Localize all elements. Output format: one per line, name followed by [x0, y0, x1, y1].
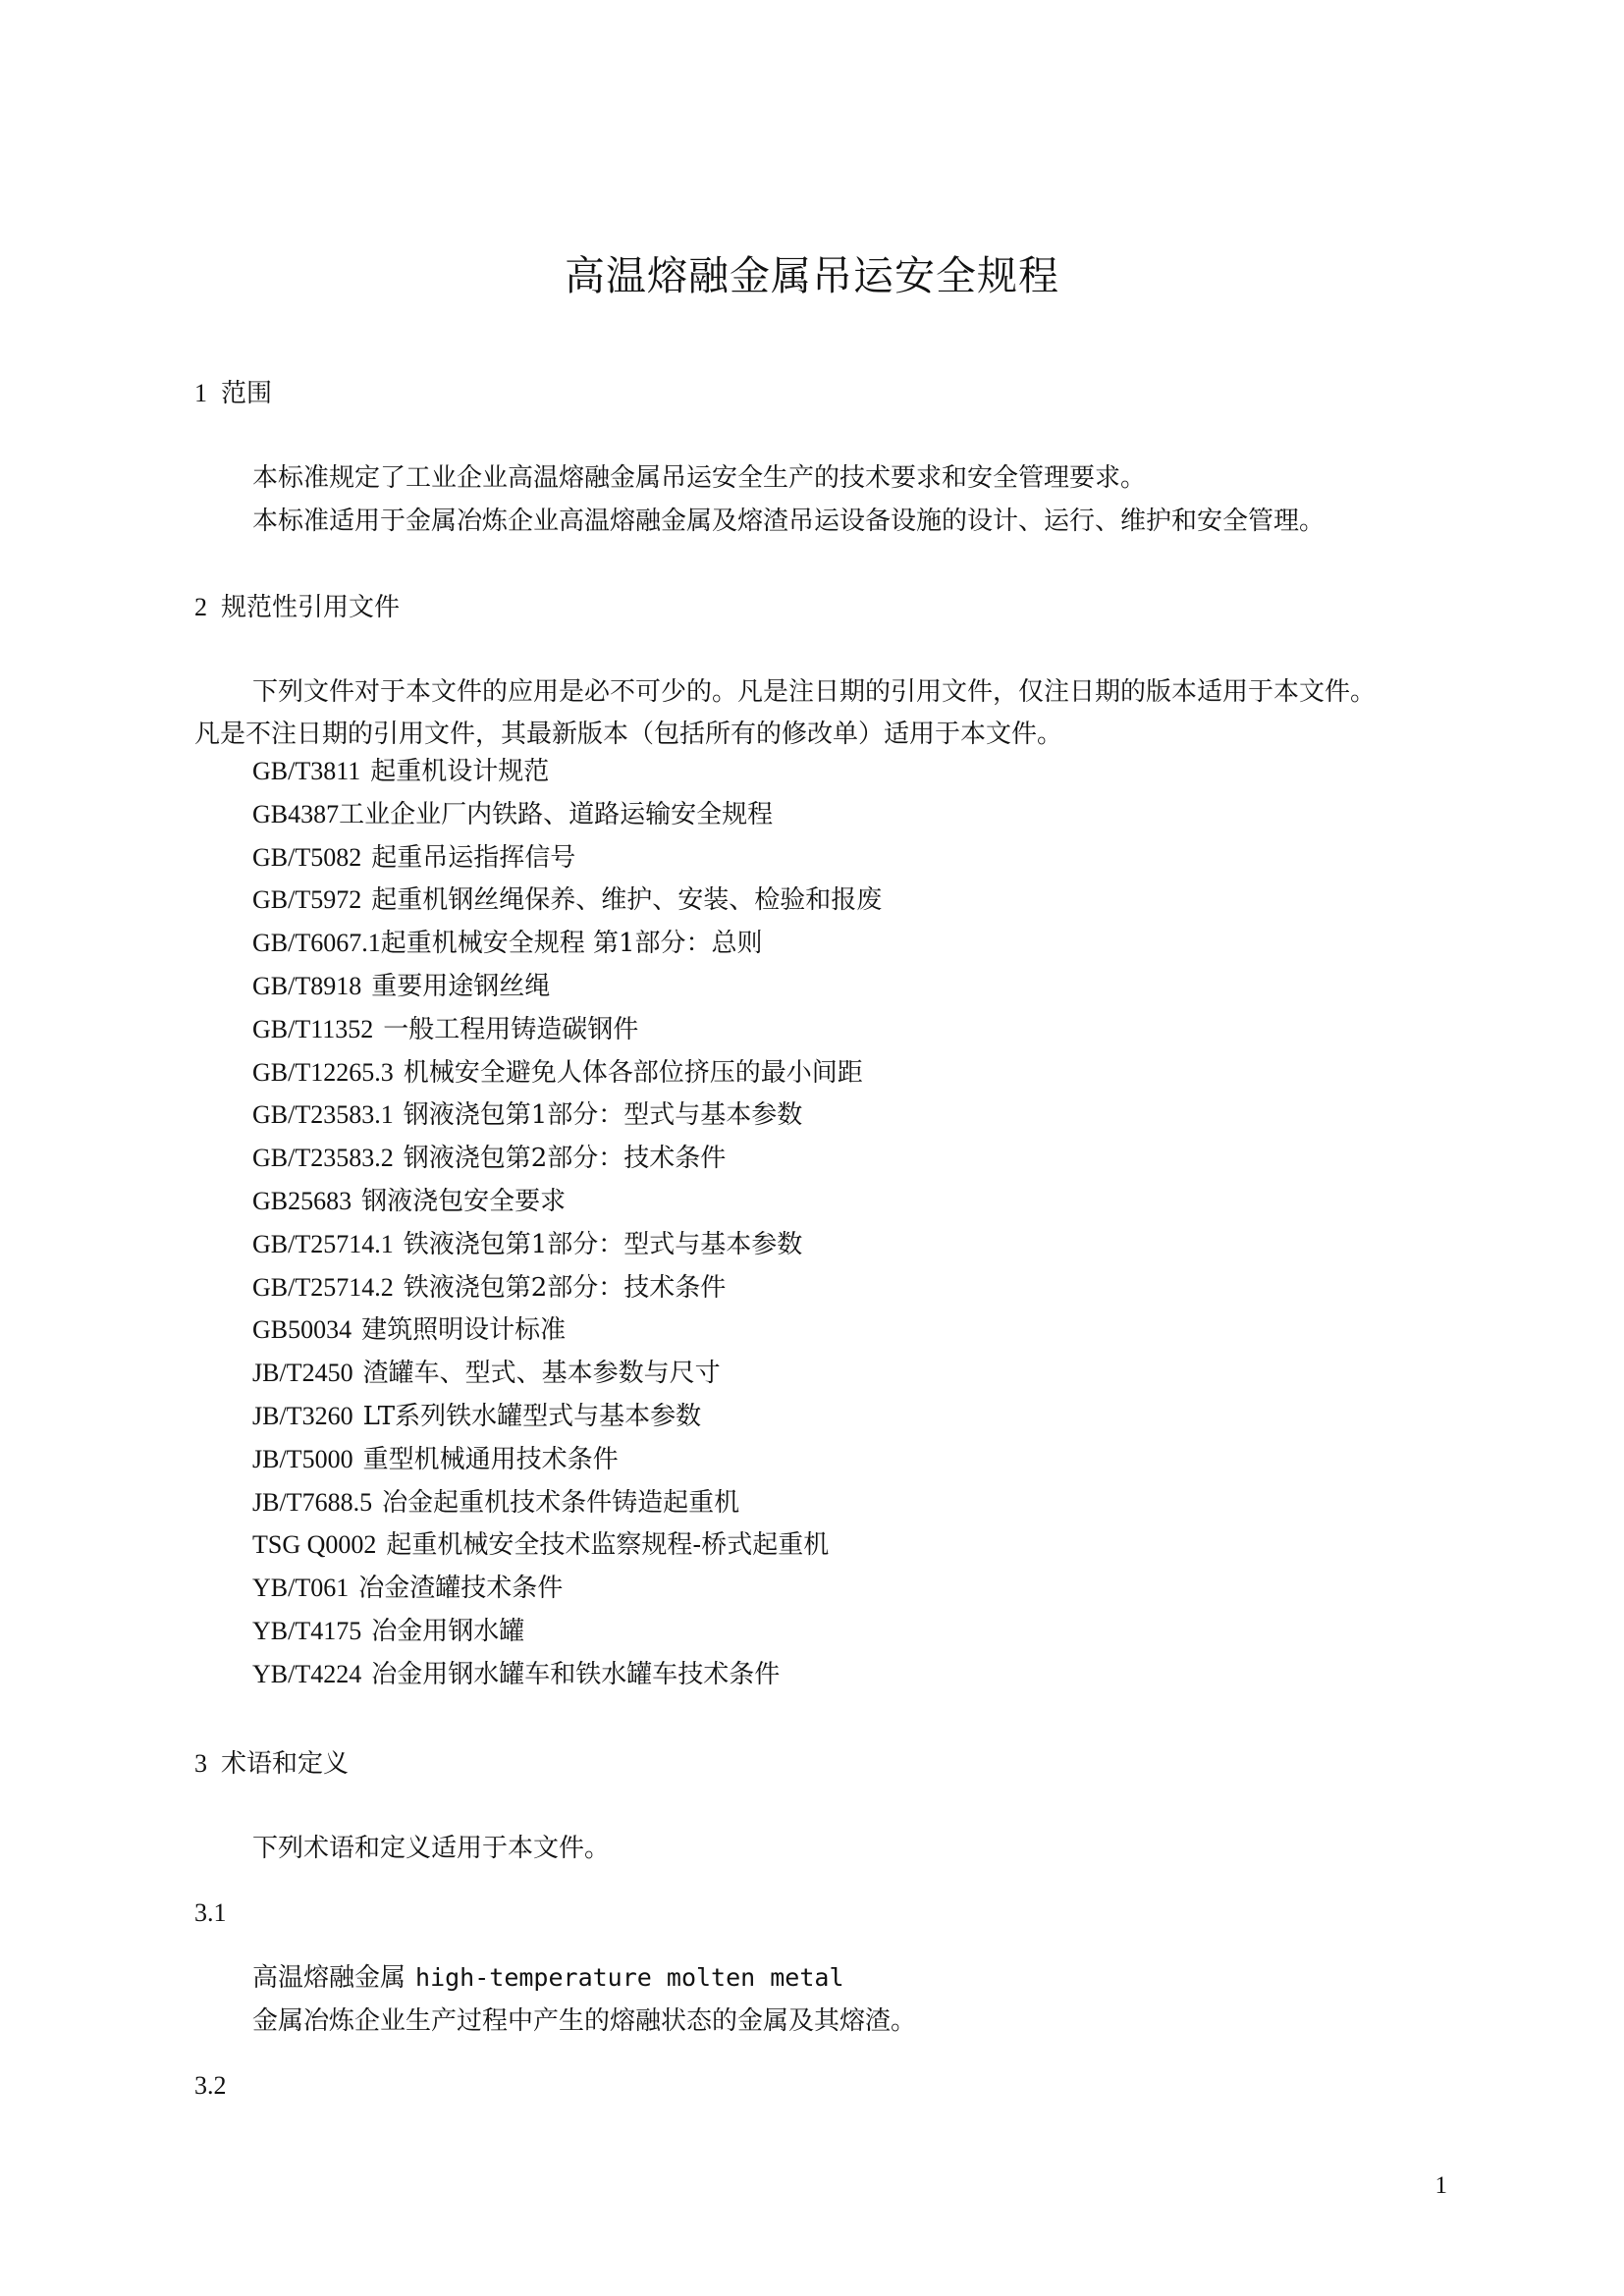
reference-title: 渣罐车、型式、基本参数与尺寸 — [362, 1359, 721, 1389]
terms-intro: 下列术语和定义适用于本文件。 — [252, 1834, 611, 1863]
reference-title: 机械安全避免人体各部位挤压的最小间距 — [403, 1057, 863, 1088]
section-title: 规范性引用文件 — [221, 593, 401, 622]
reference-title: 钢液浇包第2部分：技术条件 — [403, 1144, 727, 1174]
reference-code: JB/T2450 — [252, 1359, 353, 1388]
reference-title: 起重机械安全技术监察规程-桥式起重机 — [386, 1530, 830, 1561]
section-heading-scope — [194, 373, 272, 409]
reference-title: 冶金用钢水罐 — [371, 1616, 525, 1646]
reference-item — [252, 922, 882, 965]
reference-code: GB/T5082 — [252, 842, 362, 872]
section-heading-normative — [194, 587, 400, 623]
reference-code: GB/T11352 — [252, 1014, 374, 1043]
reference-item — [252, 1266, 882, 1309]
reference-title: 铁液浇包第1部分：型式与基本参数 — [403, 1229, 803, 1259]
reference-item — [252, 1180, 882, 1223]
reference-item — [252, 836, 882, 880]
reference-code: GB/T23583.1 — [252, 1100, 394, 1130]
reference-list — [252, 750, 882, 1696]
reference-code: JB/T7688.5 — [252, 1487, 373, 1517]
term-english: high-temperature molten metal — [415, 1963, 844, 1992]
document-title: 高温熔融金属吊运安全规程 — [565, 252, 1059, 299]
reference-code: GB25683 — [252, 1186, 352, 1215]
reference-item — [252, 1438, 882, 1481]
reference-item — [252, 1523, 882, 1567]
term-chinese: 高温熔融金属 — [252, 1963, 406, 1993]
reference-item — [252, 1051, 882, 1095]
term-number-3-2: 3.2 — [194, 2071, 227, 2100]
reference-title: 起重机械安全规程 第1部分：总则 — [380, 929, 763, 959]
reference-code: GB/T23583.2 — [252, 1144, 394, 1173]
reference-item — [252, 879, 882, 922]
reference-code: GB/T8918 — [252, 971, 362, 1000]
reference-code: GB4387 — [252, 799, 340, 828]
reference-title: 铁液浇包第2部分：技术条件 — [403, 1272, 727, 1303]
reference-item — [252, 1481, 882, 1524]
reference-item — [252, 1610, 882, 1653]
reference-code: YB/T4175 — [252, 1616, 362, 1645]
reference-item — [252, 1223, 882, 1266]
reference-title: 重型机械通用技术条件 — [362, 1444, 619, 1474]
reference-code: GB/T25714.1 — [252, 1229, 394, 1258]
reference-code: GB50034 — [252, 1315, 352, 1345]
reference-item — [252, 1395, 882, 1438]
reference-item — [252, 1008, 882, 1051]
scope-paragraph-2: 本标准适用于金属冶炼企业高温熔融金属及熔渣吊运设备设施的设计、运行、维护和安全管理。 — [252, 507, 1326, 536]
term-number-3-1: 3.1 — [194, 1898, 227, 1927]
term-heading — [252, 1957, 844, 1994]
reference-item — [252, 1308, 882, 1352]
normative-intro-line-1: 下列文件对于本文件的应用是必不可少的。凡是注日期的引用文件，仅注日期的版本适用于本文件。 — [252, 677, 1377, 707]
reference-code: JB/T3260 — [252, 1401, 353, 1430]
reference-code: TSG Q0002 — [252, 1530, 377, 1560]
reference-item — [252, 750, 882, 793]
reference-title: 起重机设计规范 — [370, 757, 550, 786]
scope-paragraph-1: 本标准规定了工业企业高温熔融金属吊运安全生产的技术要求和安全管理要求。 — [252, 463, 1147, 493]
normative-intro-line-2: 凡是不注日期的引用文件，其最新版本（包括所有的修改单）适用于本文件。 — [194, 720, 1063, 749]
reference-item — [252, 1653, 882, 1696]
reference-code: GB/T5972 — [252, 885, 362, 915]
reference-title: 起重机钢丝绳保养、维护、安装、检验和报废 — [371, 885, 883, 916]
reference-title: 冶金渣罐技术条件 — [358, 1574, 564, 1604]
section-number: 2 — [194, 593, 207, 621]
term-definition: 金属冶炼企业生产过程中产生的熔融状态的金属及其熔渣。 — [252, 2006, 917, 2036]
reference-code: GB/T12265.3 — [252, 1057, 394, 1087]
reference-title: 建筑照明设计标准 — [361, 1315, 567, 1346]
reference-item — [252, 1567, 882, 1610]
section-number: 1 — [194, 379, 207, 407]
section-heading-terms — [194, 1743, 349, 1780]
reference-title: 重要用途钢丝绳 — [371, 971, 551, 1001]
reference-title: 冶金用钢水罐车和铁水罐车技术条件 — [371, 1659, 781, 1689]
reference-code: JB/T5000 — [252, 1444, 353, 1473]
reference-title: 钢液浇包安全要求 — [361, 1186, 567, 1216]
reference-item — [252, 793, 882, 836]
reference-code: GB/T3811 — [252, 757, 361, 785]
reference-title: LT系列铁水罐型式与基本参数 — [362, 1401, 702, 1431]
section-title: 术语和定义 — [221, 1749, 350, 1779]
reference-item — [252, 1137, 882, 1180]
reference-title: 钢液浇包第1部分：型式与基本参数 — [403, 1100, 803, 1131]
reference-title: 工业企业厂内铁路、道路运输安全规程 — [339, 799, 774, 829]
page-number: 1 — [1435, 2172, 1447, 2199]
section-number: 3 — [194, 1749, 207, 1778]
reference-code: GB/T6067.1 — [252, 929, 381, 958]
reference-item — [252, 1094, 882, 1137]
section-title: 范围 — [221, 379, 273, 408]
reference-item — [252, 965, 882, 1008]
reference-title: 一般工程用铸造碳钢件 — [383, 1014, 639, 1044]
reference-title: 冶金起重机技术条件铸造起重机 — [382, 1487, 740, 1518]
reference-code: YB/T4224 — [252, 1659, 362, 1688]
reference-title: 起重吊运指挥信号 — [371, 842, 576, 873]
reference-code: GB/T25714.2 — [252, 1272, 394, 1302]
reference-code: YB/T061 — [252, 1574, 350, 1603]
reference-item — [252, 1352, 882, 1395]
